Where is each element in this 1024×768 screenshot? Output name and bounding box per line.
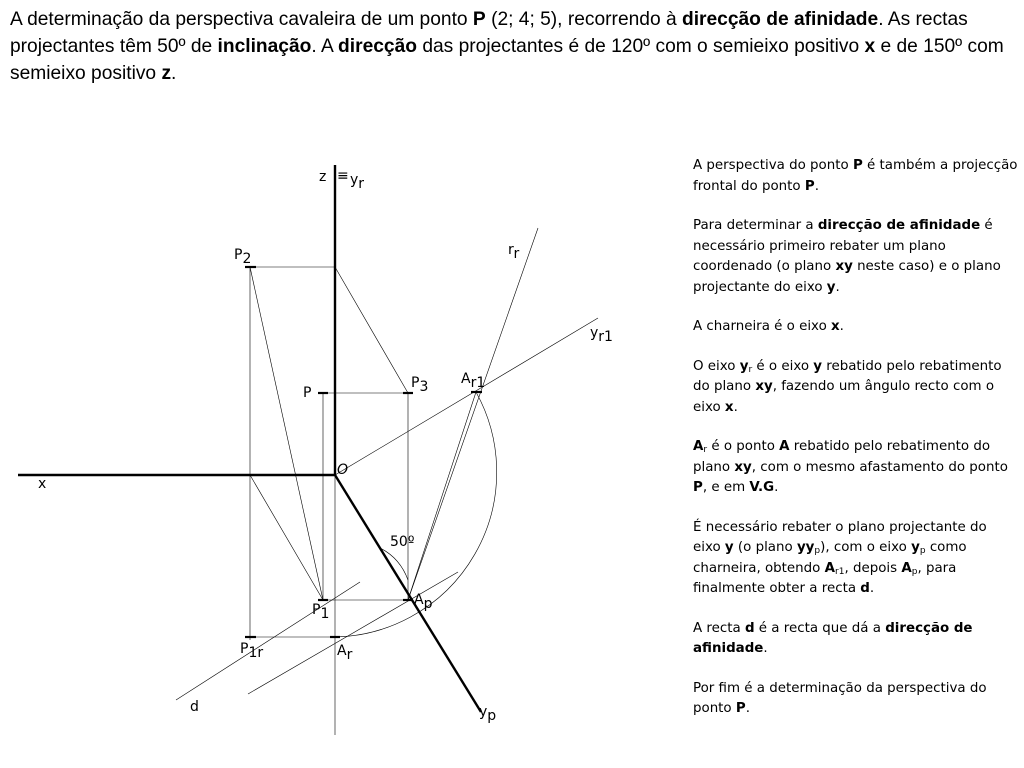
- note-text: .: [745, 701, 750, 716]
- label-z: z: [319, 169, 327, 185]
- label-x: x: [38, 476, 47, 492]
- note-text: é o ponto: [707, 439, 780, 454]
- note-subscript: p: [814, 546, 821, 556]
- title-segment: .: [171, 63, 177, 84]
- note-bold-text: V.G: [749, 480, 775, 495]
- p2-to-p1-line: [250, 267, 323, 600]
- note-text: , depois: [844, 560, 902, 576]
- note-bold-text: yy: [796, 540, 815, 555]
- note-text: rebatido pelo rebatimento do plano: [693, 439, 991, 475]
- note-paragraph: [693, 679, 1018, 720]
- label-p1r: P1r: [240, 641, 264, 661]
- label-angle: 50º: [390, 534, 415, 550]
- title-bold-segment: z: [161, 63, 172, 84]
- note-subscript: r: [748, 364, 753, 375]
- note-paragraph: [693, 357, 1018, 419]
- note-bold-text: P: [852, 158, 863, 173]
- z-to-p3-line: [335, 267, 408, 393]
- note-text: ), com o eixo: [820, 540, 912, 555]
- label-equiv: ≡: [337, 168, 349, 184]
- label-ap: Ap: [414, 592, 433, 612]
- rr-line: [408, 228, 538, 600]
- note-text: (o plano: [733, 540, 797, 555]
- label-ar1: Ar1: [461, 371, 486, 391]
- note-text: Para determinar a: [693, 218, 818, 233]
- note-paragraph: [693, 216, 1018, 298]
- note-bold-text: y: [813, 358, 823, 374]
- note-text: .: [814, 178, 819, 194]
- note-text: A perspectiva do ponto: [693, 158, 853, 173]
- note-bold-text: xy: [755, 379, 773, 394]
- title-segment: e de 150º com semieixo positivo: [10, 36, 1004, 84]
- label-yr: yr: [350, 172, 365, 192]
- note-bold-text: y: [739, 358, 749, 374]
- label-yr1: yr1: [590, 325, 613, 345]
- note-text: É necessário rebater o plano projectante do eixo: [693, 519, 987, 555]
- label-yp: yp: [479, 704, 497, 724]
- note-bold-text: direcção de afinidade: [693, 620, 973, 656]
- title-segment: A determinação da perspectiva cavaleira de um ponto: [10, 9, 473, 30]
- note-bold-text: y: [826, 279, 836, 295]
- note-bold-text: xy: [734, 459, 752, 475]
- note-bold-text: A: [779, 439, 790, 454]
- note-text: é necessário primeiro rebater um plano coordenado (o plano: [693, 218, 993, 274]
- note-bold-text: y: [911, 540, 920, 555]
- label-p3: P3: [411, 375, 429, 395]
- note-bold-text: A: [693, 439, 704, 454]
- note-text: A charneira é o eixo: [693, 319, 832, 334]
- label-ar: Ar: [337, 643, 353, 663]
- title-bold-segment: direcção de afinidade: [681, 9, 879, 30]
- note-bold-text: y: [724, 540, 734, 555]
- note-bold-text: d: [860, 581, 870, 596]
- note-paragraph: [693, 317, 1018, 338]
- note-text: como charneira, obtendo: [693, 540, 967, 576]
- note-text: .: [763, 641, 768, 656]
- note-text: A recta: [693, 620, 745, 636]
- ar1-to-ap-line: [408, 392, 476, 600]
- label-d: d: [190, 699, 199, 715]
- note-bold-text: d: [744, 620, 755, 636]
- label-p1: P1: [312, 602, 330, 622]
- title-segment: . As rectas projectantes têm 50º de: [10, 9, 968, 57]
- note-bold-text: xy: [835, 259, 853, 274]
- title-segment: . A: [311, 36, 339, 57]
- title-bold-segment: direcção: [338, 36, 417, 57]
- note-text: .: [835, 279, 840, 295]
- title-segment: (2; 4; 5), recorrendo à: [485, 9, 682, 30]
- note-subscript: r1: [835, 566, 845, 577]
- note-paragraph: [693, 437, 1018, 499]
- note-subscript: p: [919, 546, 926, 556]
- label-origin: O: [337, 462, 349, 478]
- note-text: Por fim é a determinação da perspectiva do ponto: [693, 680, 987, 716]
- note-text: é a recta que dá a: [754, 620, 886, 636]
- note-text: .: [774, 480, 779, 495]
- note-paragraph: [693, 619, 1018, 660]
- note-text: O eixo: [693, 358, 740, 374]
- note-bold-text: x: [724, 399, 734, 415]
- line-parallel-d: [248, 572, 458, 694]
- note-text: é o eixo: [752, 358, 814, 374]
- title-bold-segment: inclinação: [217, 36, 312, 57]
- note-bold-text: P: [735, 701, 746, 716]
- note-bold-text: x: [831, 319, 840, 334]
- note-text: rebatido pelo rebatimento do plano: [693, 358, 1002, 394]
- note-subscript: r: [703, 445, 708, 455]
- note-subscript: p: [911, 566, 918, 577]
- note-bold-text: P: [804, 178, 815, 194]
- note-paragraph: [693, 518, 1018, 600]
- title-segment: das projectantes é de 120º com o semieixo positivo: [416, 36, 865, 57]
- note-text: , e em: [702, 480, 750, 495]
- note-text: .: [733, 399, 738, 415]
- label-p: P: [303, 385, 312, 401]
- note-text: , para finalmente obter a recta: [693, 560, 957, 596]
- note-bold-text: direcção de afinidade: [817, 218, 981, 233]
- note-bold-text: A: [901, 560, 912, 576]
- x-to-p1-line: [250, 475, 323, 600]
- note-text: .: [869, 581, 875, 596]
- note-text: .: [839, 319, 844, 334]
- note-bold-text: A: [824, 560, 835, 576]
- note-text: , com o mesmo afastamento do ponto: [751, 459, 1008, 475]
- title-bold-segment: x: [864, 36, 876, 57]
- note-paragraph: [693, 156, 1018, 197]
- yr1-line: [335, 318, 598, 475]
- note-text: , fazendo um ângulo recto com o eixo: [693, 379, 995, 415]
- note-text: neste caso) e o plano projectante do eixo: [693, 259, 1001, 295]
- note-bold-text: P: [693, 480, 703, 495]
- explanation-notes: [693, 156, 1018, 739]
- label-p2: P2: [234, 247, 252, 267]
- label-rr: rr: [508, 242, 520, 262]
- note-text: é também a projecção frontal do ponto: [693, 158, 1018, 194]
- title-bold-segment: P: [472, 9, 486, 30]
